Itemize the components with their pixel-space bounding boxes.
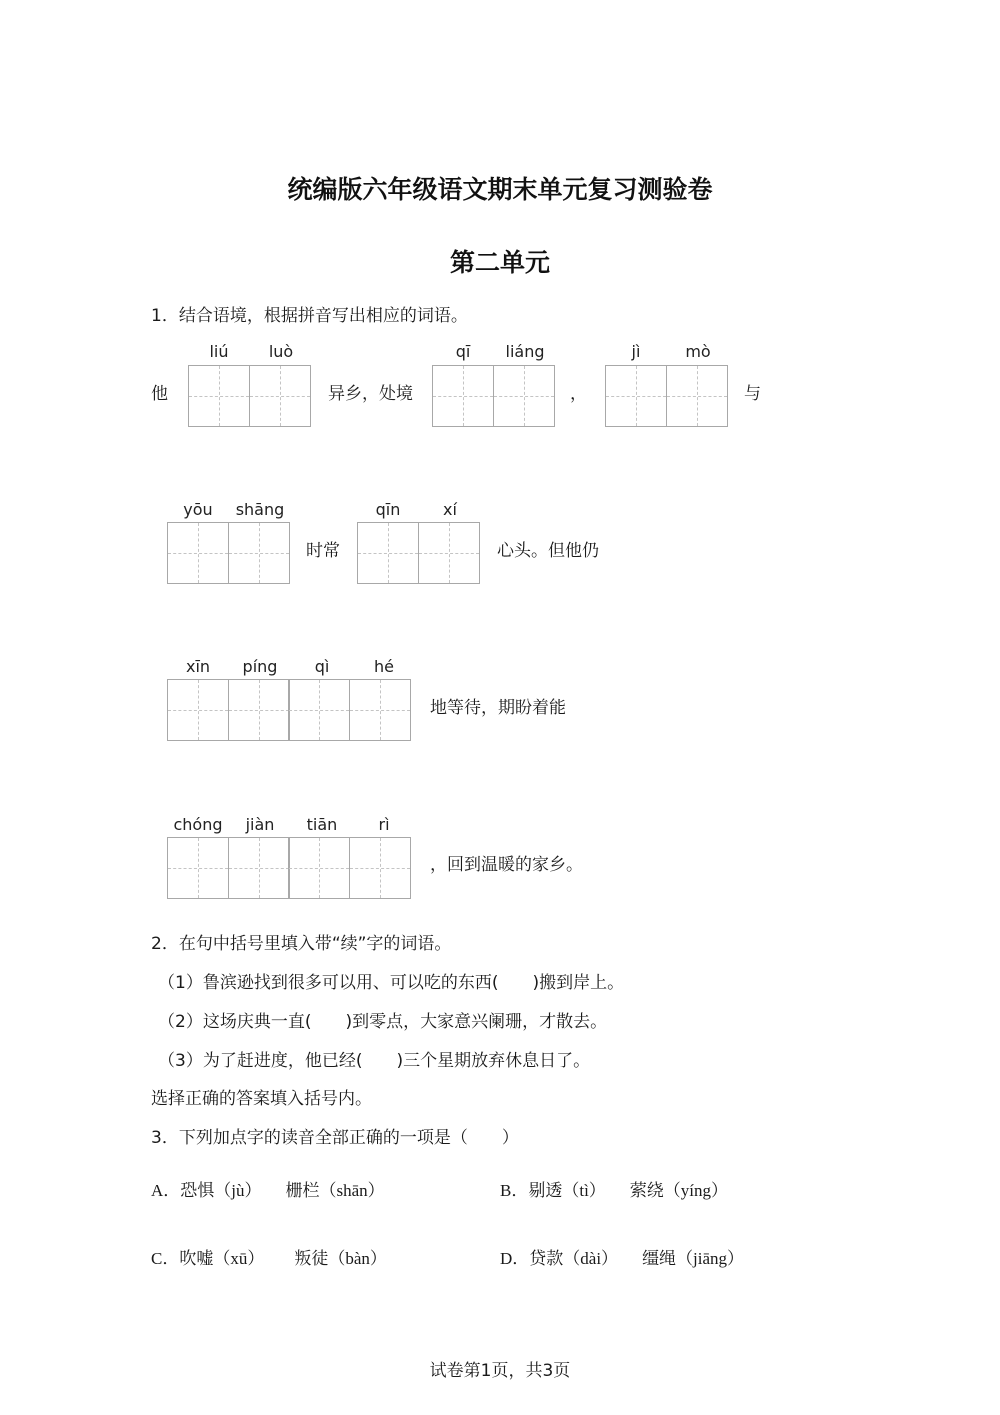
page-title: 统编版六年级语文期末单元复习测验卷 bbox=[287, 175, 713, 204]
pinyin-label: xí bbox=[443, 500, 457, 519]
pinyin-group-jimo bbox=[605, 342, 729, 362]
section-heading: 选择正确的答案填入括号内。 bbox=[151, 1089, 372, 1109]
writing-cell[interactable] bbox=[167, 522, 229, 584]
pinyin-label: píng bbox=[242, 657, 278, 676]
pinyin-label: rì bbox=[378, 815, 390, 834]
pinyin-group-xinpingqihe bbox=[167, 657, 415, 677]
pinyin-label: yōu bbox=[183, 500, 213, 519]
pinyin-group-qiliang bbox=[432, 342, 556, 362]
option-pinyin: （dài） bbox=[563, 1249, 619, 1268]
pinyin-label: qì bbox=[314, 657, 330, 676]
option-d[interactable] bbox=[500, 1248, 744, 1270]
writing-cell[interactable] bbox=[249, 365, 311, 427]
writing-grid-xinpingqihe[interactable] bbox=[167, 679, 411, 741]
question-2-prompt: 2．在句中括号里填入带“续”字的词语。 bbox=[151, 934, 452, 954]
option-pinyin: （bàn） bbox=[328, 1249, 387, 1268]
pinyin-label: tiān bbox=[306, 815, 338, 834]
pinyin-group-youshang bbox=[167, 500, 291, 520]
writing-cell[interactable] bbox=[357, 522, 419, 584]
writing-cell[interactable] bbox=[493, 365, 555, 427]
writing-grid-liuluo[interactable] bbox=[188, 365, 311, 427]
pinyin-label: shāng bbox=[235, 500, 285, 519]
pinyin-label: mò bbox=[685, 342, 711, 361]
writing-cell[interactable] bbox=[666, 365, 728, 427]
writing-cell[interactable] bbox=[349, 837, 411, 899]
pinyin-label: jì bbox=[631, 342, 641, 361]
option-pinyin: （jù） bbox=[214, 1181, 262, 1200]
writing-cell[interactable] bbox=[228, 522, 290, 584]
option-b[interactable] bbox=[500, 1180, 728, 1202]
pinyin-label: jiàn bbox=[245, 815, 275, 834]
writing-grid-youshang[interactable] bbox=[167, 522, 290, 584]
pinyin-label: chóng bbox=[173, 815, 223, 834]
option-label: B． bbox=[500, 1181, 529, 1200]
page-footer: 试卷第1页，共3页 bbox=[429, 1361, 571, 1381]
option-pinyin: （yíng） bbox=[663, 1181, 729, 1200]
pinyin-label: qīn bbox=[375, 500, 401, 519]
option-label: C． bbox=[151, 1249, 180, 1268]
option-pinyin: （shān） bbox=[319, 1181, 385, 1200]
pinyin-label: luò bbox=[268, 342, 294, 361]
writing-cell[interactable] bbox=[167, 679, 229, 741]
row1-tail-text: 与 bbox=[744, 384, 761, 404]
option-word: 缰绳 bbox=[642, 1249, 677, 1269]
writing-cell[interactable] bbox=[349, 679, 411, 741]
row2-mid-text: 时常 bbox=[306, 541, 340, 561]
row2-tail-text: 心头。但他仍 bbox=[497, 541, 599, 561]
option-word: 萦绕 bbox=[629, 1181, 664, 1201]
option-word: 剔透 bbox=[528, 1181, 563, 1201]
question-2-item-2: （2）这场庆典一直( )到零点，大家意兴阑珊，才散去。 bbox=[158, 1012, 608, 1032]
option-label: D． bbox=[500, 1249, 530, 1268]
pinyin-label: liáng bbox=[505, 342, 545, 361]
unit-subtitle: 第二单元 bbox=[449, 248, 550, 277]
writing-cell[interactable] bbox=[288, 837, 350, 899]
question-2-item-1: （1）鲁滨逊找到很多可以用、可以吃的东西( )搬到岸上。 bbox=[158, 973, 625, 993]
option-pinyin: （tì） bbox=[562, 1181, 606, 1200]
row3-tail-text: 地等待，期盼着能 bbox=[430, 698, 566, 718]
writing-cell[interactable] bbox=[288, 679, 350, 741]
pinyin-group-qinxi bbox=[357, 500, 481, 520]
pinyin-label: xīn bbox=[185, 657, 211, 676]
option-label: A． bbox=[151, 1181, 181, 1200]
question-3-prompt: 3．下列加点字的读音全部正确的一项是（ ） bbox=[151, 1128, 519, 1148]
writing-grid-qinxi[interactable] bbox=[357, 522, 480, 584]
pinyin-group-chongjiantianri bbox=[167, 815, 415, 835]
option-word: 叛徒 bbox=[294, 1249, 329, 1269]
writing-cell[interactable] bbox=[605, 365, 667, 427]
writing-cell[interactable] bbox=[188, 365, 250, 427]
pinyin-group-liuluo bbox=[188, 342, 312, 362]
row4-tail-text: ，回到温暖的家乡。 bbox=[430, 855, 583, 875]
pinyin-label: liú bbox=[209, 342, 229, 361]
option-word: 吹嘘 bbox=[179, 1249, 214, 1269]
option-pinyin: （jiāng） bbox=[676, 1249, 745, 1268]
writing-grid-chongjiantianri[interactable] bbox=[167, 837, 411, 899]
question-1-prompt: 1．结合语境，根据拼音写出相应的词语。 bbox=[151, 306, 468, 326]
writing-cell[interactable] bbox=[228, 679, 290, 741]
writing-cell[interactable] bbox=[228, 837, 290, 899]
option-pinyin: （xū） bbox=[213, 1249, 265, 1268]
option-a[interactable] bbox=[151, 1180, 385, 1202]
writing-cell[interactable] bbox=[418, 522, 480, 584]
writing-grid-qiliang[interactable] bbox=[432, 365, 555, 427]
writing-cell[interactable] bbox=[432, 365, 494, 427]
option-word: 栅栏 bbox=[285, 1181, 320, 1201]
pinyin-label: qī bbox=[455, 342, 471, 361]
question-2-item-3: （3）为了赶进度，他已经( )三个星期放弃休息日了。 bbox=[158, 1051, 591, 1071]
row1-mid-text: 异乡，处境 bbox=[328, 384, 413, 404]
writing-grid-jimo[interactable] bbox=[605, 365, 728, 427]
row1-comma: ， bbox=[570, 384, 587, 404]
pinyin-label: hé bbox=[374, 657, 394, 676]
option-word: 恐惧 bbox=[180, 1181, 215, 1201]
option-c[interactable] bbox=[151, 1248, 387, 1270]
option-word: 贷款 bbox=[529, 1249, 564, 1269]
row1-lead-text: 他 bbox=[151, 384, 168, 404]
writing-cell[interactable] bbox=[167, 837, 229, 899]
